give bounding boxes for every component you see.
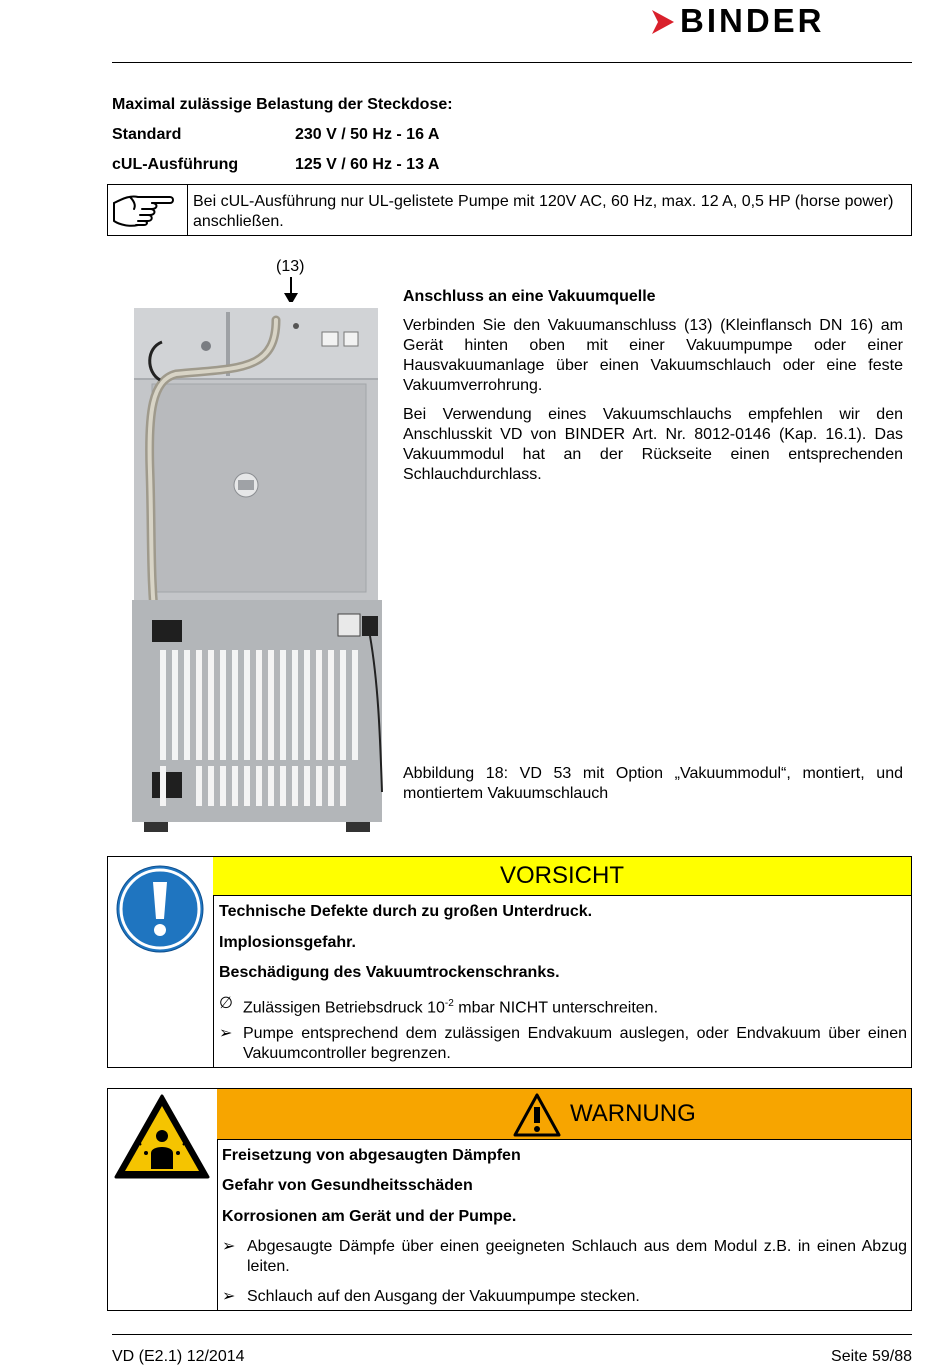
callout-arrow-icon — [283, 277, 299, 305]
warning-box — [107, 1088, 912, 1311]
warning-action-1-text: Abgesaugte Dämpfe über einen geeigneten Schlauch aus dem Modul z.B. in einen Abzug leiten. — [247, 1238, 907, 1275]
warning-icon-cell — [108, 1089, 218, 1310]
caution-title-bar — [213, 857, 911, 896]
caution-line-1: Technische Defekte durch zu großen Unterdruck. — [219, 903, 593, 920]
caution-title: VORSICHT — [499, 862, 624, 889]
warning-triangle-icon — [513, 1093, 561, 1137]
spec-value-cul: 125 V / 60 Hz - 13 A — [295, 156, 440, 173]
caution-line-3: Beschädigung des Vakuumtrockenschranks. — [219, 964, 560, 981]
prohibition-exponent: -2 — [444, 998, 454, 1009]
caution-box — [107, 856, 912, 1068]
vacuum-section-heading: Anschluss an eine Vakuumquelle — [403, 288, 656, 305]
figure-callout: (13) — [276, 258, 305, 275]
figure-caption: Abbildung 18: VD 53 mit Option „Vakuummodul“, montiert, und montiertem Vakuumschlauch — [403, 765, 903, 802]
caution-line-2: Implosionsgefahr. — [219, 934, 356, 951]
arrow-bullet-icon: ➢ — [222, 1238, 236, 1255]
footer-page-number: Seite 59/88 — [831, 1348, 912, 1365]
toxic-vapour-warning-icon — [113, 1093, 211, 1181]
binder-logo — [650, 2, 910, 39]
warning-line-2: Gefahr von Gesundheitsschäden — [222, 1177, 473, 1194]
footer-rule — [112, 1334, 912, 1335]
arrow-bullet-icon: ➢ — [219, 1025, 233, 1042]
footer-doc-id: VD (E2.1) 12/2014 — [112, 1348, 245, 1365]
header-rule — [112, 62, 912, 63]
caution-icon-cell — [108, 857, 214, 1067]
vacuum-para-2: Bei Verwendung eines Vakuumschlauchs empfehlen wir den Anschlusskit VD von BINDER Art. Nr. 8012-0146 (Kap. 16.1). Das Vakuummodul hat an der Rückseite einen entsprechenden Schlauchdurchlass. — [403, 406, 903, 483]
warning-title: WARNUNG — [570, 1100, 696, 1127]
arrow-bullet-icon: ➢ — [222, 1288, 236, 1305]
prohibition-icon: ∅ — [219, 995, 233, 1012]
note-box — [107, 184, 912, 236]
specs-heading: Maximal zulässige Belastung der Steckdose: — [112, 96, 453, 113]
warning-title-bar — [217, 1089, 911, 1140]
note-text: Bei cUL-Ausführung nur UL-gelistete Pumpe mit 120V AC, 60 Hz, max. 12 A, 0,5 HP (horse power) anschließen. — [193, 193, 894, 230]
note-icon-cell — [108, 185, 188, 235]
caution-action-text: Pumpe entsprechend dem zulässigen Endvakuum auslegen, oder Endvakuum über einen Vakuumcontroller begrenzen. — [243, 1025, 907, 1062]
warning-line-1: Freisetzung von abgesaugten Dämpfen — [222, 1147, 521, 1164]
vacuum-para-1: Verbinden Sie den Vakuumanschluss (13) (Kleinflansch DN 16) am Gerät hinten oben mit einer Vakuumpumpe oder einer Hausvakuumanlage über einen Vakuumschlauch oder eine feste Vakuumverrohrung. — [403, 317, 903, 394]
pointing-hand-icon — [108, 185, 187, 235]
spec-label-cul: cUL-Ausführung — [112, 156, 239, 173]
spec-value-standard: 230 V / 50 Hz - 16 A — [295, 126, 440, 143]
mandatory-exclamation-icon — [115, 864, 205, 954]
warning-line-3: Korrosionen am Gerät und der Pumpe. — [222, 1208, 517, 1225]
warning-action-2-text: Schlauch auf den Ausgang der Vakuumpumpe stecken. — [247, 1288, 640, 1305]
spec-label-standard: Standard — [112, 126, 182, 143]
binder-logo-mark-icon — [650, 9, 676, 35]
figure-photo — [126, 302, 384, 835]
brand-name: BINDER — [680, 2, 825, 39]
prohibition-text-a: Zulässigen Betriebsdruck 10 — [243, 999, 445, 1017]
prohibition-text-b: mbar NICHT unterschreiten. — [453, 999, 659, 1017]
